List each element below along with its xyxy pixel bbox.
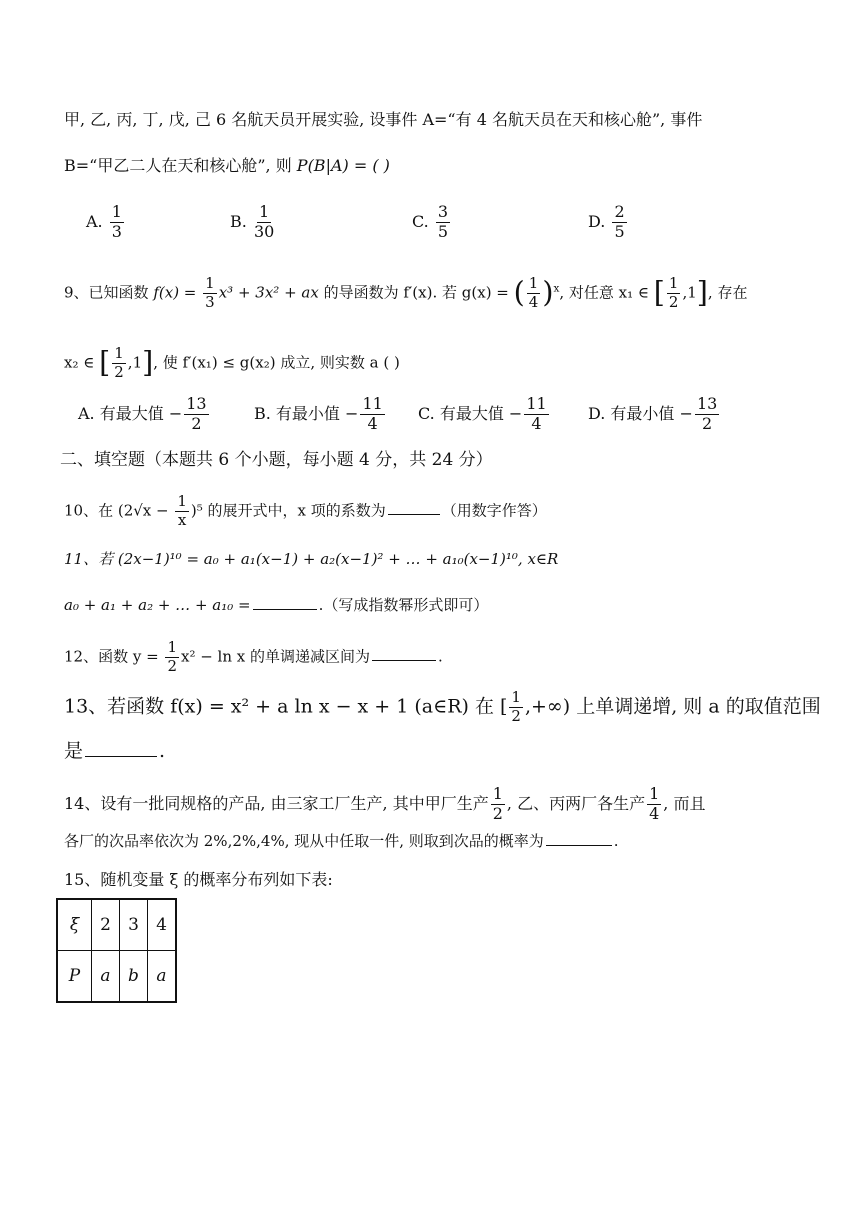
option-label: B. 有最小值 − [254,403,359,423]
table-cell: b [120,951,148,1003]
table-row [57,899,176,951]
q9-text-c: , 对任意 x₁ ∈ [559,283,654,302]
fraction [203,276,217,311]
fraction [524,396,548,433]
fraction [110,204,124,241]
frac-num: 1 [114,344,124,362]
frac-num: 3 [437,202,449,221]
frac-den: 2 [167,656,177,675]
q14-prefix: 14、设有一批同规格的产品, 由三家工厂生产, 其中甲厂生产 [64,793,489,813]
frac-num: 1 [177,492,187,510]
frac-den: 4 [649,803,660,823]
q13-line2 [64,742,165,761]
q13-prefix: 13、若函数 f(x) = x² + a ln x − x + 1 (a∈R) 在 [ [64,695,508,718]
section-heading-text: 二、填空题（本题共 6 个小题，每小题 4 分，共 24 分） [60,450,493,470]
frac-num: 2 [614,202,625,221]
option-label: A. 有最大值 − [78,403,183,423]
q12-after: . [438,647,443,666]
fraction [360,396,384,433]
frac-den: 4 [531,413,542,433]
q14-suffix: , 而且 [663,793,706,813]
q11-line1 [64,552,558,567]
q8-line1 [64,112,702,128]
q9-line2-prefix: x₂ ∈ [64,353,100,372]
frac-num: 1 [259,202,270,221]
fraction [527,276,541,311]
frac-den: 2 [114,362,124,381]
bracket-open: [ [653,276,665,309]
q10-after: （用数字作答） [441,501,547,520]
q9-option-c [418,396,551,433]
frac-num: 1 [649,784,660,803]
frac-num: 1 [511,688,521,706]
q12-prefix: 12、函数 y = [64,647,164,666]
frac-den: 4 [528,292,539,311]
frac-den: 2 [702,413,713,433]
q9-option-a [78,396,211,433]
frac-num: 1 [167,638,177,656]
q14-line2 [64,834,619,849]
table-cell: P [57,951,92,1003]
frac-den: 5 [437,221,449,241]
fraction [436,204,450,241]
q15-text: 15、随机变量 ξ 的概率分布列如下表: [64,870,333,889]
bracket-close: ] [142,346,154,379]
q11-line2 [64,598,488,613]
q8-text-2: B=“甲乙二人在天和核心舱”, 则 [64,156,297,175]
q12-line [64,640,443,675]
frac-num: 1 [492,784,503,803]
frac-num: 1 [111,202,122,221]
frac-num: 1 [528,274,539,292]
q8-option-b [230,204,276,241]
frac-num: 13 [696,394,718,413]
frac-num: 13 [186,394,207,413]
q10-suffix: )⁵ 的展开式中，x 项的系数为 [190,501,386,520]
paren-open: ( [513,276,525,309]
q8-line2 [64,158,390,174]
frac-den: 5 [614,221,625,241]
q9-option-d [588,396,721,433]
q8-text: 甲, 乙, 丙, 丁, 戊, 己 6 名航天员开展实验, 设事件 A=“有 4 名航天员在天和核心舱”, 事件 [64,110,703,129]
option-label: D. 有最小值 − [588,403,693,423]
frac-den: 2 [511,706,521,725]
table-cell: a [92,951,120,1003]
table-row [57,951,176,1003]
fraction [612,204,626,241]
frac-den: 30 [253,221,275,241]
q14-after: . [613,832,619,850]
fraction [491,786,505,823]
option-label: D. [588,211,606,231]
q13-line1 [64,690,821,725]
option-label: B. [230,211,247,231]
fraction [165,640,179,675]
q9-func-rest: x³ + 3x² + ax [218,283,319,302]
q15-line [64,872,333,888]
q13-after: . [159,740,166,762]
answer-blank[interactable] [546,845,612,846]
table-cell: 2 [92,899,120,951]
frac-den: 2 [492,803,503,823]
answer-blank[interactable] [372,660,436,661]
frac-num: 11 [362,394,383,413]
q11-after: .（写成指数幂形式即可） [318,596,489,614]
q10-line [64,494,547,529]
frac-num: 1 [205,274,215,292]
interval-end: ,1 [127,353,143,372]
exponent-x: x [553,282,560,295]
fraction [175,494,189,529]
fraction [647,786,661,823]
q11-sum: a₀ + a₁ + a₂ + … + a₁₀ = [64,596,251,614]
fraction [695,396,719,433]
q14-line2: 各厂的次品率依次为 2%,2%,4%, 现从中任取一件, 则取到次品的概率为 [64,832,544,850]
answer-blank[interactable] [388,514,440,515]
table-cell: 4 [148,899,177,951]
q8-option-c [412,204,452,241]
q14-middle: , 乙、丙两厂各生产 [506,793,646,813]
table-cell: ξ [57,899,92,951]
answer-blank[interactable] [253,609,317,610]
section-heading [60,452,493,469]
q9-line2 [64,346,400,381]
q8-option-d [588,204,629,241]
frac-den: 2 [191,413,202,433]
option-label: C. [412,211,429,231]
frac-den: 3 [205,292,215,311]
q9-func: f(x) = [153,283,202,302]
frac-num: 11 [526,394,547,413]
frac-num: 1 [668,274,679,292]
frac-den: 2 [668,292,679,311]
q14-line1 [64,786,705,823]
q9-text: 已知函数 [88,283,154,302]
frac-den: 3 [111,221,122,241]
q13-suffix: ,+∞) 上单调递增, 则 a 的取值范围 [524,695,821,718]
bracket-open: [ [99,346,111,379]
q8-expression: P(B|A) = ( ) [296,156,390,175]
q11-text: 11、若 (2x−1)¹⁰ = a₀ + a₁(x−1) + a₂(x−1)² + … + a₁₀(x−1)¹⁰, x∈R [64,550,559,568]
probability-table [56,898,177,1003]
frac-den: 4 [367,413,378,433]
q9-text-d: , 存在 [707,283,748,302]
option-label: A. [86,211,103,231]
paren-close: ) [542,276,554,309]
frac-den: x [177,510,187,529]
q9-option-b [254,396,387,433]
fraction [184,396,208,433]
option-label: C. 有最大值 − [418,403,523,423]
fraction [112,346,126,381]
table-cell: 3 [120,899,148,951]
q13-line2: 是 [64,740,84,762]
bracket-close: ] [696,276,708,309]
q9-number: 9、 [64,283,89,302]
fraction [667,276,681,311]
fraction [254,204,274,241]
q8-option-a [86,204,126,241]
answer-blank[interactable] [85,756,157,757]
q10-prefix: 10、在 (2√x − [64,501,174,520]
q12-middle: x² − ln x 的单调递减区间为 [180,647,371,666]
q9-text-b: 的导函数为 f′(x). 若 g(x) = [318,283,514,302]
fraction [509,690,523,725]
interval-end: ,1 [682,283,697,302]
q9-line2-text: , 使 f′(x₁) ≤ g(x₂) 成立, 则实数 a ( ) [153,353,400,372]
q9-line1 [64,276,747,311]
table-cell: a [148,951,177,1003]
